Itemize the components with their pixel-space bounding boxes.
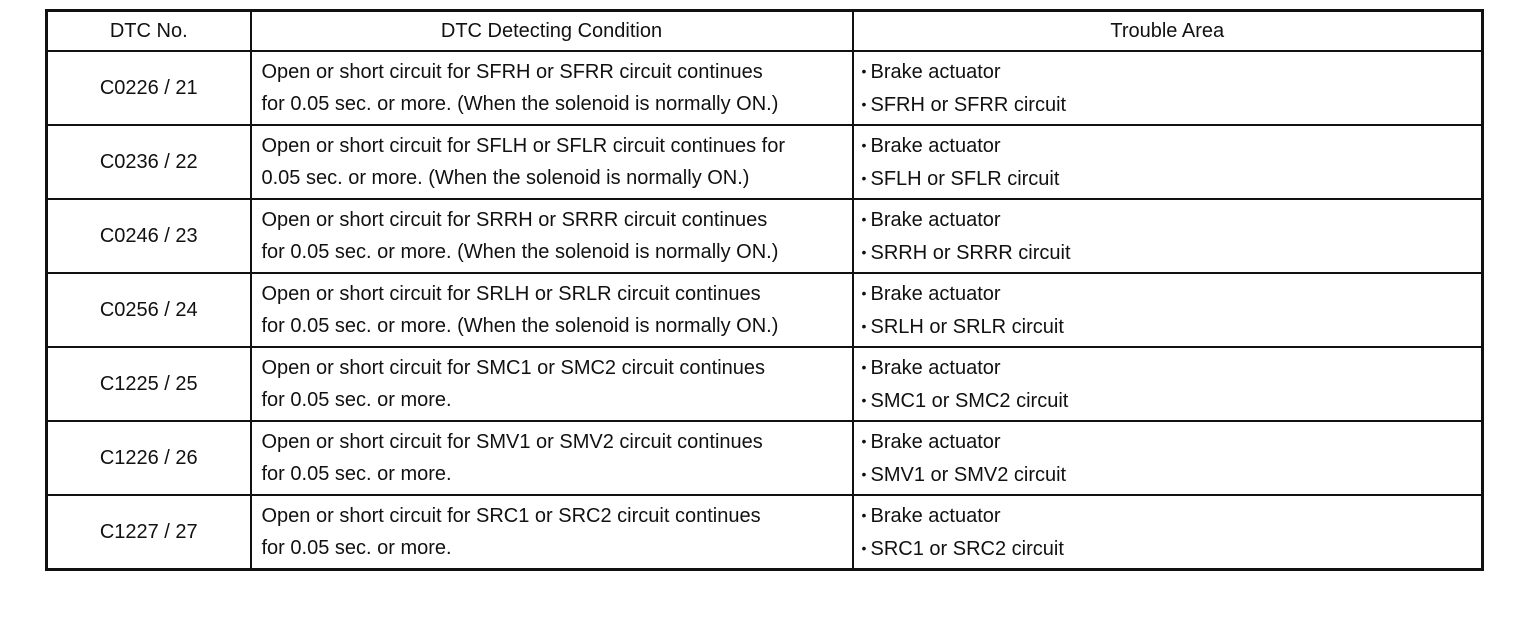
- trouble-area: [853, 273, 1483, 347]
- trouble-item-label: SMC1 or SMC2 circuit: [870, 390, 1069, 412]
- condition-line: Open or short circuit for SFLH or SFLR circuit continues for: [261, 135, 786, 157]
- dtc-code: C1225 / 25: [47, 347, 251, 421]
- table-row: [47, 199, 1483, 273]
- trouble-item-label: Brake actuator: [870, 505, 1001, 527]
- trouble-area: [853, 199, 1483, 273]
- table-row: [47, 273, 1483, 347]
- bullet-icon: •: [861, 359, 867, 375]
- dtc-code: C0226 / 21: [47, 51, 251, 125]
- trouble-item-label: SRC1 or SRC2 circuit: [870, 538, 1064, 560]
- dtc-code: C0236 / 22: [47, 125, 251, 199]
- detecting-condition: [251, 51, 853, 125]
- header-detecting-condition: DTC Detecting Condition: [251, 11, 853, 52]
- trouble-item: [862, 277, 1482, 310]
- detecting-condition: [251, 273, 853, 347]
- condition-line: 0.05 sec. or more. (When the solenoid is normally ON.): [261, 167, 750, 189]
- dtc-code: C0256 / 24: [47, 273, 251, 347]
- trouble-item-label: Brake actuator: [870, 283, 1001, 305]
- trouble-item: [862, 162, 1482, 195]
- condition-line: Open or short circuit for SMC1 or SMC2 circuit continues: [261, 357, 766, 379]
- trouble-area: [853, 347, 1483, 421]
- condition-line: Open or short circuit for SRRH or SRRR circuit continues: [261, 209, 768, 231]
- dtc-code: C0246 / 23: [47, 199, 251, 273]
- bullet-icon: •: [861, 466, 867, 482]
- trouble-item: [862, 310, 1482, 343]
- condition-line: for 0.05 sec. or more. (When the solenoid is normally ON.): [261, 93, 779, 115]
- detecting-condition: [251, 125, 853, 199]
- trouble-item-label: Brake actuator: [870, 357, 1001, 379]
- condition-line: for 0.05 sec. or more.: [261, 537, 452, 559]
- bullet-icon: •: [861, 96, 867, 112]
- header-row: [47, 11, 1483, 52]
- trouble-item-label: SMV1 or SMV2 circuit: [870, 464, 1067, 486]
- bullet-icon: •: [861, 170, 867, 186]
- trouble-item: [862, 458, 1482, 491]
- bullet-icon: •: [861, 507, 867, 523]
- trouble-item: [862, 384, 1482, 417]
- table-row: [47, 347, 1483, 421]
- trouble-item-label: Brake actuator: [870, 431, 1001, 453]
- trouble-item: [862, 425, 1482, 458]
- table-row: [47, 125, 1483, 199]
- trouble-area: [853, 125, 1483, 199]
- trouble-item: [862, 88, 1482, 121]
- header-trouble-area: Trouble Area: [853, 11, 1483, 52]
- condition-line: for 0.05 sec. or more. (When the solenoid is normally ON.): [261, 241, 779, 263]
- bullet-icon: •: [861, 433, 867, 449]
- condition-line: Open or short circuit for SFRH or SFRR circuit continues: [261, 61, 763, 83]
- trouble-item: [862, 351, 1482, 384]
- trouble-item: [862, 129, 1482, 162]
- trouble-area: [853, 495, 1483, 570]
- condition-line: for 0.05 sec. or more.: [261, 463, 452, 485]
- bullet-icon: •: [861, 318, 867, 334]
- detecting-condition: [251, 199, 853, 273]
- dtc-code: C1227 / 27: [47, 495, 251, 570]
- detecting-condition: [251, 347, 853, 421]
- bullet-icon: •: [861, 392, 867, 408]
- trouble-item: [862, 532, 1482, 565]
- header-dtc-no: DTC No.: [47, 11, 251, 52]
- table-row: [47, 495, 1483, 570]
- trouble-area: [853, 421, 1483, 495]
- trouble-item-label: SFLH or SFLR circuit: [870, 168, 1060, 190]
- bullet-icon: •: [861, 244, 867, 260]
- bullet-icon: •: [861, 63, 867, 79]
- trouble-item-label: Brake actuator: [870, 209, 1001, 231]
- trouble-item: [862, 55, 1482, 88]
- condition-line: Open or short circuit for SRC1 or SRC2 circuit continues: [261, 505, 761, 527]
- trouble-item-label: Brake actuator: [870, 61, 1001, 83]
- condition-line: Open or short circuit for SMV1 or SMV2 circuit continues: [261, 431, 763, 453]
- trouble-area: [853, 51, 1483, 125]
- trouble-item-label: SFRH or SFRR circuit: [870, 94, 1067, 116]
- bullet-icon: •: [861, 540, 867, 556]
- table-row: [47, 421, 1483, 495]
- dtc-table: [45, 9, 1484, 571]
- trouble-item-label: SRRH or SRRR circuit: [870, 242, 1071, 264]
- trouble-item: [862, 499, 1482, 532]
- trouble-item: [862, 203, 1482, 236]
- bullet-icon: •: [861, 137, 867, 153]
- condition-line: Open or short circuit for SRLH or SRLR circuit continues: [261, 283, 761, 305]
- bullet-icon: •: [861, 211, 867, 227]
- condition-line: for 0.05 sec. or more.: [261, 389, 452, 411]
- detecting-condition: [251, 495, 853, 570]
- bullet-icon: •: [861, 285, 867, 301]
- trouble-item-label: SRLH or SRLR circuit: [870, 316, 1064, 338]
- dtc-code: C1226 / 26: [47, 421, 251, 495]
- trouble-item-label: Brake actuator: [870, 135, 1001, 157]
- condition-line: for 0.05 sec. or more. (When the solenoid is normally ON.): [261, 315, 779, 337]
- table-row: [47, 51, 1483, 125]
- trouble-item: [862, 236, 1482, 269]
- detecting-condition: [251, 421, 853, 495]
